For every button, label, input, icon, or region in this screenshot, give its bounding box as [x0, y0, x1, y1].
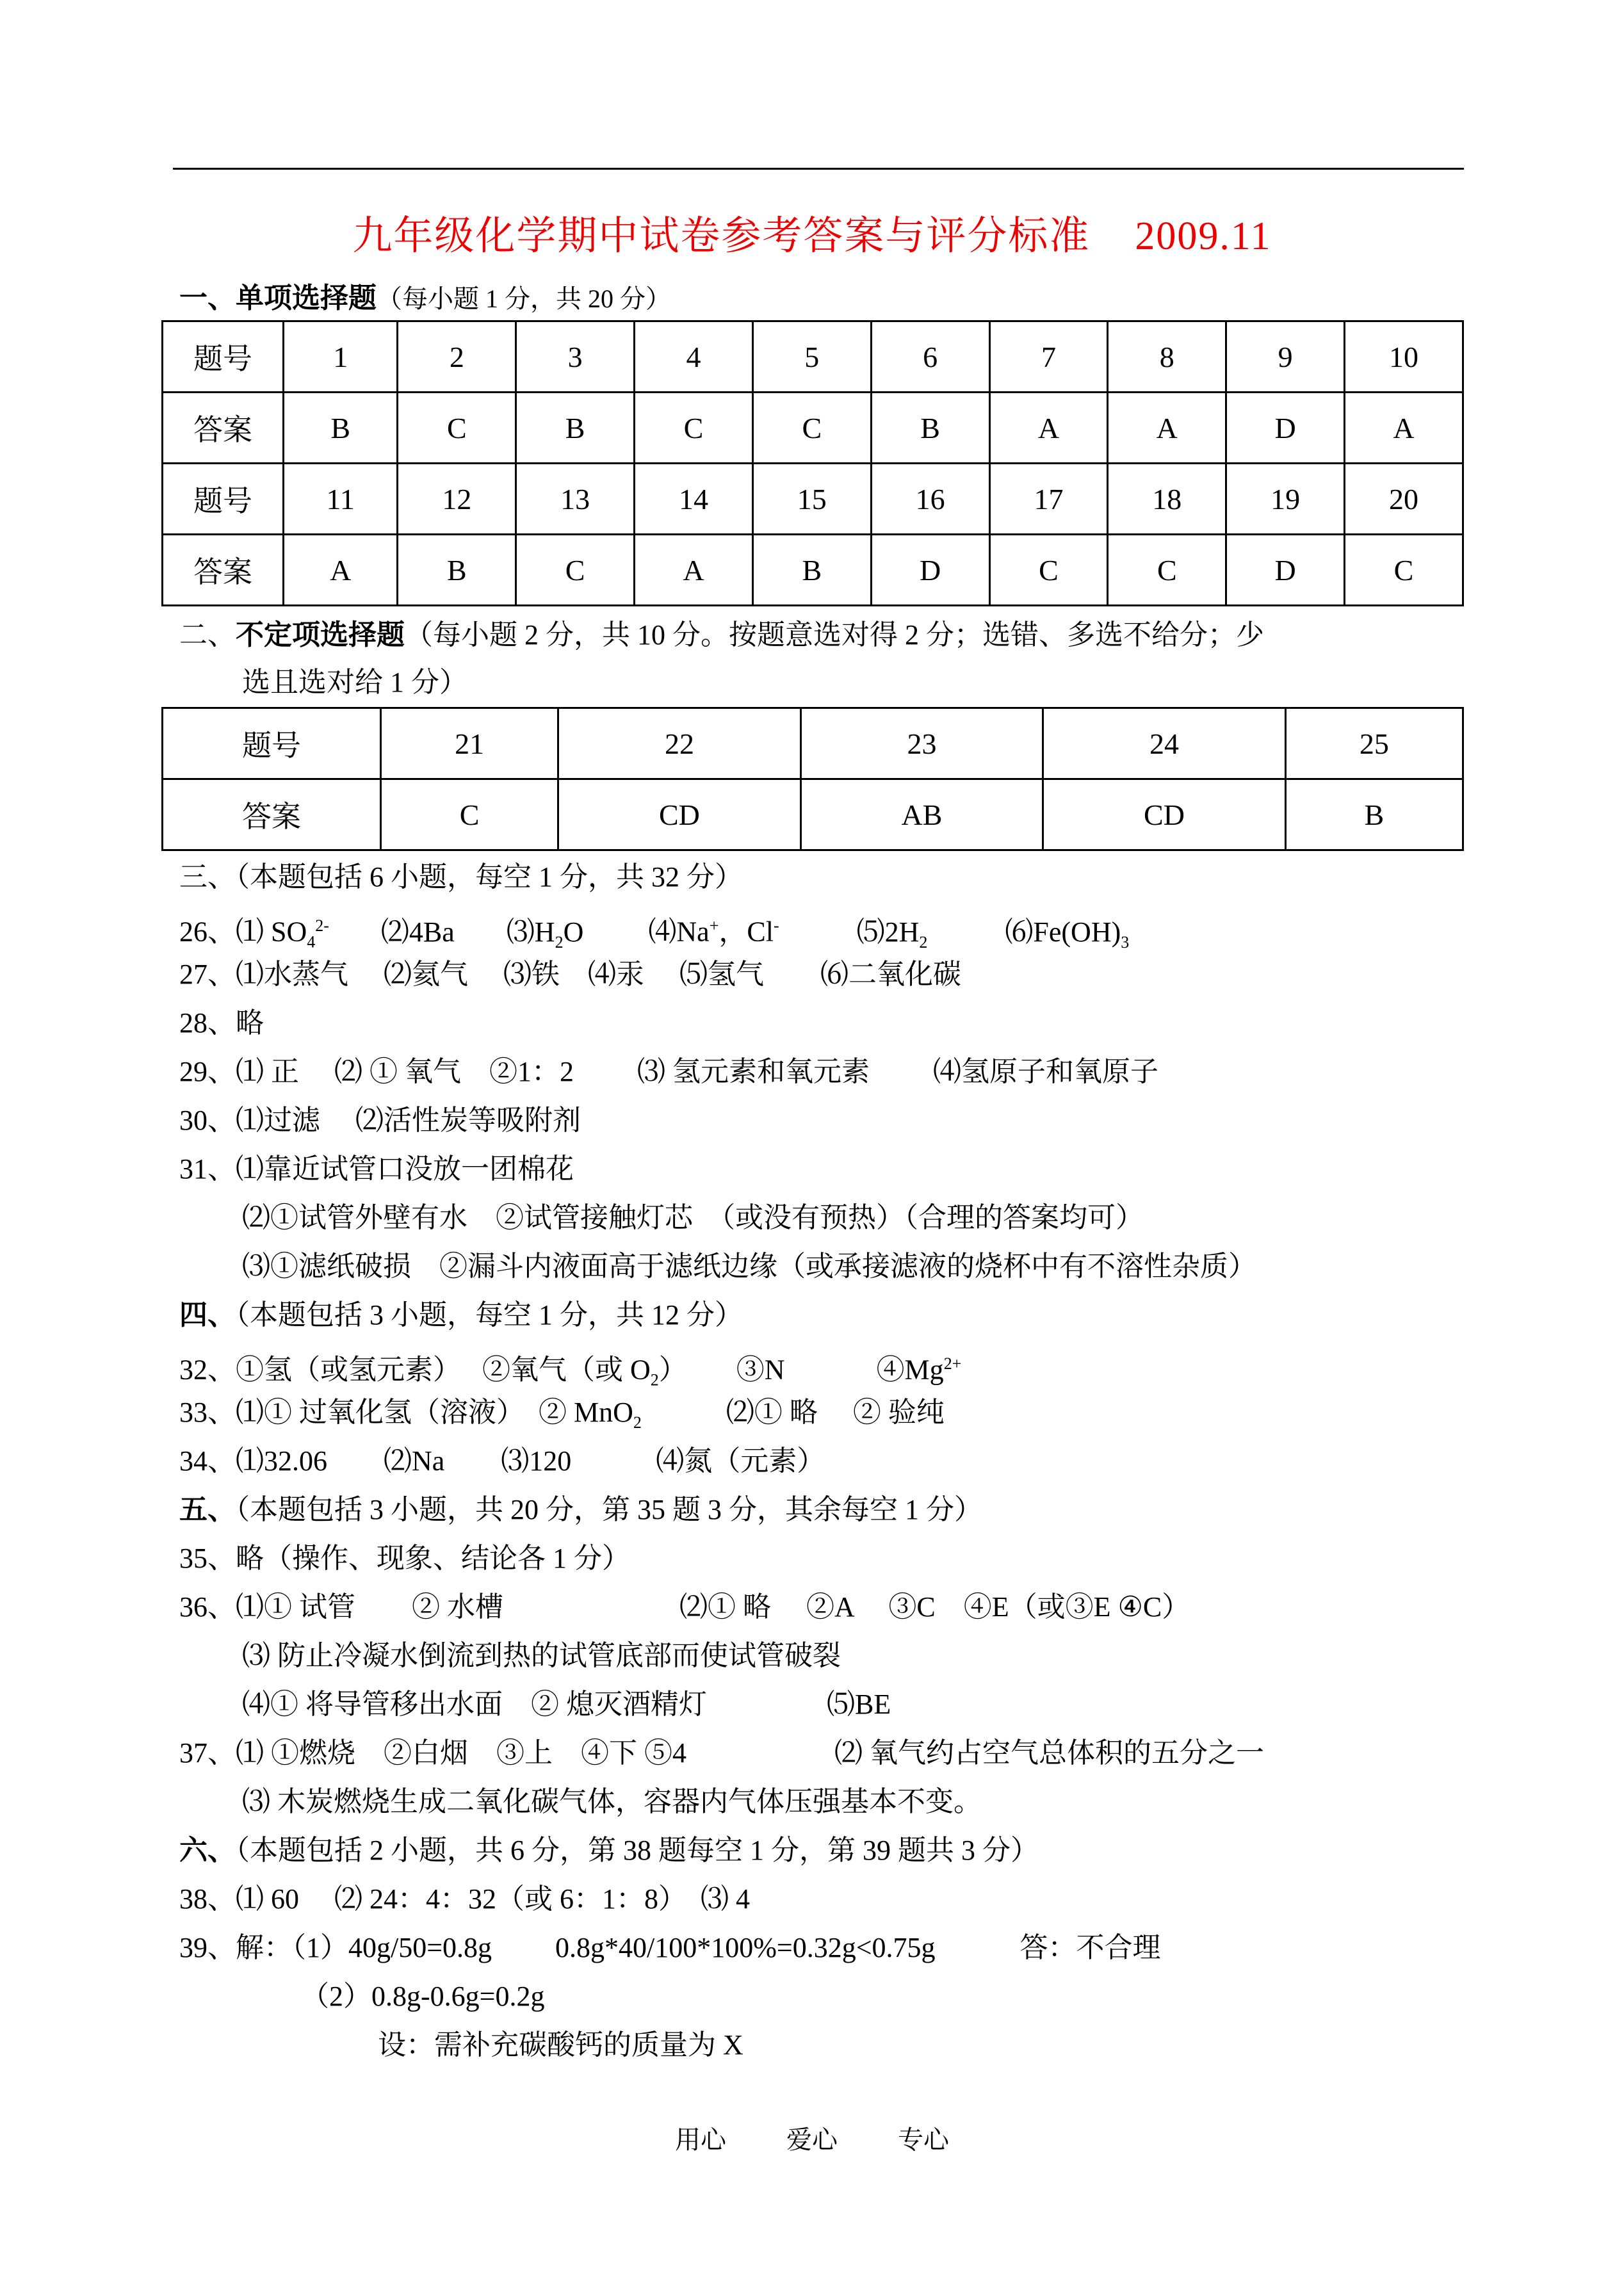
table-cell: AB	[800, 779, 1043, 850]
table-cell: 4	[635, 321, 753, 393]
table-cell: B	[1285, 779, 1463, 850]
section-5-note: （本题包括 3 小题，共 20 分，第 35 题 3 分，其余每空 1 分）	[236, 1494, 982, 1525]
table-cell: 答案	[163, 779, 381, 850]
table-cell: 5	[752, 321, 871, 393]
footer-item: 用心	[675, 2125, 726, 2154]
answer-table-2	[161, 707, 1464, 851]
table-cell: 10	[1345, 321, 1463, 393]
section-1-note: （每小题 1 分，共 20 分）	[377, 284, 671, 313]
answer-36c: ⑷① 将导管移出水面 ② 熄灭酒精灯 ⑸BE	[242, 1689, 891, 1720]
answer-26-2: ⑵4Ba	[380, 916, 455, 948]
section-5-label: 五、	[179, 1494, 236, 1525]
table-row	[163, 464, 1463, 535]
table-cell: 25	[1285, 708, 1463, 779]
section-4-label: 四、	[179, 1299, 236, 1331]
table-cell: CD	[558, 779, 801, 850]
section-1-label: 一、单项选择题	[179, 282, 377, 314]
question-number: 26、	[179, 916, 236, 948]
answer-34: 34、⑴32.06 ⑵Na ⑶120 ⑷氮（元素）	[179, 1445, 825, 1477]
table-cell: B	[516, 393, 635, 464]
answer-32: 32、①氢（或氢元素） ②氧气（或 $O_2$） ③N $④Mg^{2+}$	[179, 1354, 962, 1390]
footer-item: 专心	[898, 2125, 949, 2154]
table-cell: A	[635, 535, 753, 606]
answer-27: 27、⑴水蒸气 ⑵氦气 ⑶铁 ⑷汞 ⑸氢气 ⑹二氧化碳	[179, 959, 961, 990]
answer-38: 38、⑴ 60 ⑵ 24：4：32（或 6：1：8） ⑶ 4	[179, 1883, 750, 1915]
table-cell: 12	[398, 464, 516, 535]
answer-28: 28、略	[179, 1007, 264, 1039]
page-title	[0, 204, 1624, 261]
table-row	[163, 708, 1463, 779]
table-cell: D	[1226, 393, 1345, 464]
table-cell: B	[284, 393, 398, 464]
table-row	[163, 393, 1463, 464]
table-cell: 15	[752, 464, 871, 535]
answer-26-3: $⑶H_2O$	[506, 916, 584, 952]
table-cell: 21	[381, 708, 558, 779]
section-2-note-cont: 选且选对给 1 分）	[242, 667, 467, 698]
table-cell: 题号	[163, 464, 284, 535]
section-3-heading: 三、（本题包括 6 小题，每空 1 分，共 32 分）	[179, 861, 743, 893]
table-cell: C	[752, 393, 871, 464]
answer-29: 29、⑴ 正 ⑵ ① 氧气 ②1：2 ⑶ 氢元素和氧元素 ⑷氢原子和氧原子	[179, 1056, 1158, 1087]
table-cell: C	[989, 535, 1108, 606]
answer-33: 33、⑴① 过氧化氢（溶液） ② MnO$_2$ ⑵① 略 ② 验纯	[179, 1397, 945, 1432]
answer-39a: 39、解：（1）40g/50=0.8g 0.8g*40/100*100%=0.32g<0.75g 答：不合理	[179, 1932, 1161, 1963]
answer-31c: ⑶①滤纸破损 ②漏斗内液面高于滤纸边缘（或承接滤液的烧杯中有不溶性杂质）	[242, 1251, 1256, 1282]
section-6-note: （本题包括 2 小题，共 6 分，第 38 题每空 1 分，第 39 题共 3 分）	[236, 1835, 1039, 1866]
section-1-heading	[179, 279, 671, 318]
table-cell: A	[989, 393, 1108, 464]
table-cell: 18	[1108, 464, 1226, 535]
section-2-note: （每小题 2 分，共 10 分。按题意选对得 2 分；选错、多选不给分；少	[405, 619, 1264, 651]
answer-26	[179, 907, 1129, 961]
table-cell: 9	[1226, 321, 1345, 393]
table-cell: 1	[284, 321, 398, 393]
answer-35: 35、略（操作、现象、结论各 1 分）	[179, 1543, 630, 1574]
table-cell: CD	[1043, 779, 1286, 850]
table-cell: 13	[516, 464, 635, 535]
table-cell: C	[381, 779, 558, 850]
answer-26-5: $⑸2H_2$	[856, 916, 928, 952]
table-cell: 19	[1226, 464, 1345, 535]
table-cell: 11	[284, 464, 398, 535]
table-cell: A	[284, 535, 398, 606]
table-cell: 7	[989, 321, 1108, 393]
section-6-label: 六、	[179, 1835, 236, 1866]
table-cell: C	[1345, 535, 1463, 606]
section-5-heading	[179, 1491, 982, 1529]
title-text: 九年级化学期中试卷参考答案与评分标准	[352, 215, 1091, 258]
answer-31a: 31、⑴靠近试管口没放一团棉花	[179, 1153, 574, 1185]
table-cell: 3	[516, 321, 635, 393]
table-cell: A	[1108, 393, 1226, 464]
table-cell: C	[635, 393, 753, 464]
table-cell: A	[1345, 393, 1463, 464]
section-2-prefix: 二、	[179, 619, 236, 651]
section-4-heading	[179, 1296, 743, 1334]
section-2-heading	[179, 616, 1264, 654]
table-row	[163, 321, 1463, 393]
table-row	[163, 535, 1463, 606]
table-cell: 16	[871, 464, 989, 535]
table-cell: 题号	[163, 708, 381, 779]
table-cell: 8	[1108, 321, 1226, 393]
answer-table-1	[161, 320, 1464, 606]
answer-37b: ⑶ 木炭燃烧生成二氧化碳气体，容器内气体压强基本不变。	[242, 1786, 982, 1817]
table-cell: B	[398, 535, 516, 606]
table-cell: D	[1226, 535, 1345, 606]
answer-26-6: $⑹Fe(OH)_3$	[1005, 916, 1130, 952]
section-2-label: 不定项选择题	[236, 619, 405, 651]
answer-39b: （2）0.8g-0.6g=0.2g	[301, 1981, 545, 2012]
table-cell: 23	[800, 708, 1043, 779]
table-cell: D	[871, 535, 989, 606]
table-cell: 题号	[163, 321, 284, 393]
answer-36a: 36、⑴① 试管 ② 水槽 ⑵① 略 ②A ③C ④E（或③E ④C）	[179, 1591, 1190, 1623]
answer-26-4: ⑷Na+，Cl-	[648, 916, 779, 948]
table-row	[163, 779, 1463, 850]
table-cell: 答案	[163, 535, 284, 606]
table-cell: C	[516, 535, 635, 606]
section-4-note: （本题包括 3 小题，每空 1 分，共 12 分）	[236, 1299, 743, 1331]
table-cell: C	[1108, 535, 1226, 606]
table-cell: B	[871, 393, 989, 464]
table-cell: 2	[398, 321, 516, 393]
table-cell: B	[752, 535, 871, 606]
page-footer	[0, 2120, 1624, 2156]
title-date: 2009.11	[1135, 215, 1272, 258]
table-cell: C	[398, 393, 516, 464]
answer-39c: 设：需补充碳酸钙的质量为 X	[378, 2029, 743, 2061]
answer-37a: 37、⑴ ①燃烧 ②白烟 ③上 ④下 ⑤4 ⑵ 氧气约占空气总体积的五分之一	[179, 1737, 1264, 1769]
answer-31b: ⑵①试管外壁有水 ②试管接触灯芯 （或没有预热）（合理的答案均可）	[242, 1202, 1144, 1233]
footer-item: 爱心	[786, 2125, 838, 2154]
answer-30: 30、⑴过滤 ⑵活性炭等吸附剂	[179, 1105, 581, 1136]
header-rule	[173, 168, 1464, 170]
table-cell: 20	[1345, 464, 1463, 535]
answer-36b: ⑶ 防止冷凝水倒流到热的试管底部而使试管破裂	[242, 1640, 841, 1671]
table-cell: 17	[989, 464, 1108, 535]
answer-26-1: ⑴ $SO_4^{2-}$	[236, 916, 329, 952]
table-cell: 24	[1043, 708, 1286, 779]
table-cell: 14	[635, 464, 753, 535]
table-cell: 22	[558, 708, 801, 779]
table-cell: 答案	[163, 393, 284, 464]
section-6-heading	[179, 1831, 1039, 1870]
table-cell: 6	[871, 321, 989, 393]
